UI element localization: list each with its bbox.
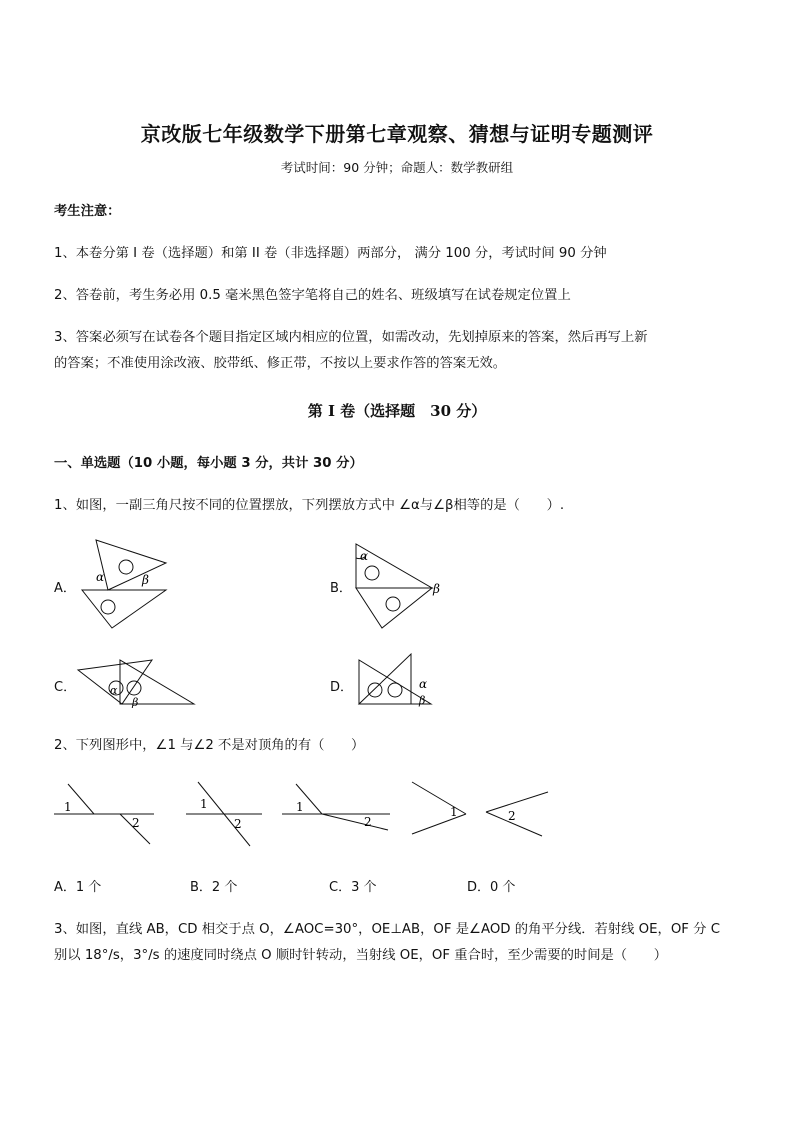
notice-item-3-line-2: 的答案；不准使用涂改液、胶带纸、修正带，不按以上要求作答的答案无效。 (54, 356, 507, 371)
q1c-alpha-label: α (110, 684, 118, 697)
q1-option-a-label: A． (54, 581, 76, 596)
q1a-alpha-label: α (96, 570, 105, 584)
q2f3-angle-1: 1 (296, 800, 304, 814)
q2f2-angle-1: 1 (200, 797, 208, 811)
q2-option-b: B．2 个 (190, 880, 238, 895)
q2f3-angle-2: 2 (364, 815, 372, 829)
q2f1-angle-2: 2 (132, 816, 140, 830)
notice-item-3-line-1: 3、答案必须写在试卷各个题目指定区域内相应的位置，如需改动，先划掉原来的答案，然后再写上新 (54, 330, 648, 345)
q2-option-a: A．1 个 (54, 880, 102, 895)
q1d-beta-label: β (419, 694, 426, 707)
q1-figure-c (76, 658, 200, 708)
question-3-line-1: 3、如图，直线 AB，CD 相交于点 O，∠AOC=30°，OE⊥AB，OF 是∠AOD 的角平分线．若射线 OE，OF 分 C (54, 922, 720, 937)
q1c-beta-label: β (132, 696, 139, 708)
q2-option-d: D．0 个 (467, 880, 516, 895)
question-2-text: 2、下列图形中，∠1 与∠2 不是对顶角的有（ ） (54, 738, 365, 753)
question-3-line-2: 别以 18°/s，3°/s 的速度同时绕点 O 顺时针转动，当射线 OE，OF 重合时，至少需要的时间是（ ） (54, 948, 667, 963)
q2-figure-3 (280, 780, 396, 850)
q1-figure-d (355, 652, 439, 708)
q2-figure-4 (410, 778, 554, 838)
q2-figure-2 (184, 780, 268, 850)
notice-item-2: 2、答卷前，考生务必用 0.5 毫米黑色签字笔将自己的姓名、班级填写在试卷规定位置上 (54, 288, 571, 303)
notice-heading: 考生注意： (54, 204, 121, 219)
page-subtitle: 考试时间：90 分钟；命题人：数学教研组 (280, 160, 514, 175)
q1-figure-a (78, 538, 170, 634)
q1b-alpha-label: α (360, 549, 369, 563)
q2-option-c: C．3 个 (329, 880, 377, 895)
q2f4-angle-1: 1 (450, 805, 458, 819)
q2f2-angle-2: 2 (234, 817, 242, 831)
q1-option-c-label: C． (54, 680, 77, 695)
q1-figure-b (350, 540, 450, 632)
notice-item-1: 1、本卷分第 I 卷（选择题）和第 II 卷（非选择题）两部分， 满分 100 分，考试时间 90 分钟 (54, 246, 607, 261)
page-title: 京改版七年级数学下册第七章观察、猜想与证明专题测评 (140, 122, 654, 146)
section-title: 第 I 卷（选择题 30 分） (307, 402, 487, 420)
q2-figure-1 (52, 780, 160, 850)
q2f4-angle-2: 2 (508, 809, 516, 823)
q1-option-d-label: D． (330, 680, 354, 695)
q1d-alpha-label: α (419, 677, 428, 691)
part-heading: 一、单选题（10 小题，每小题 3 分，共计 30 分） (54, 456, 363, 471)
question-1-text: 1、如图，一副三角尺按不同的位置摆放，下列摆放方式中 ∠α与∠β相等的是（ ）. (54, 498, 565, 513)
q1-option-b-label: B． (330, 581, 352, 596)
q1a-beta-label: β (142, 573, 149, 587)
q2f1-angle-1: 1 (64, 800, 72, 814)
q1b-beta-label: β (433, 582, 440, 596)
